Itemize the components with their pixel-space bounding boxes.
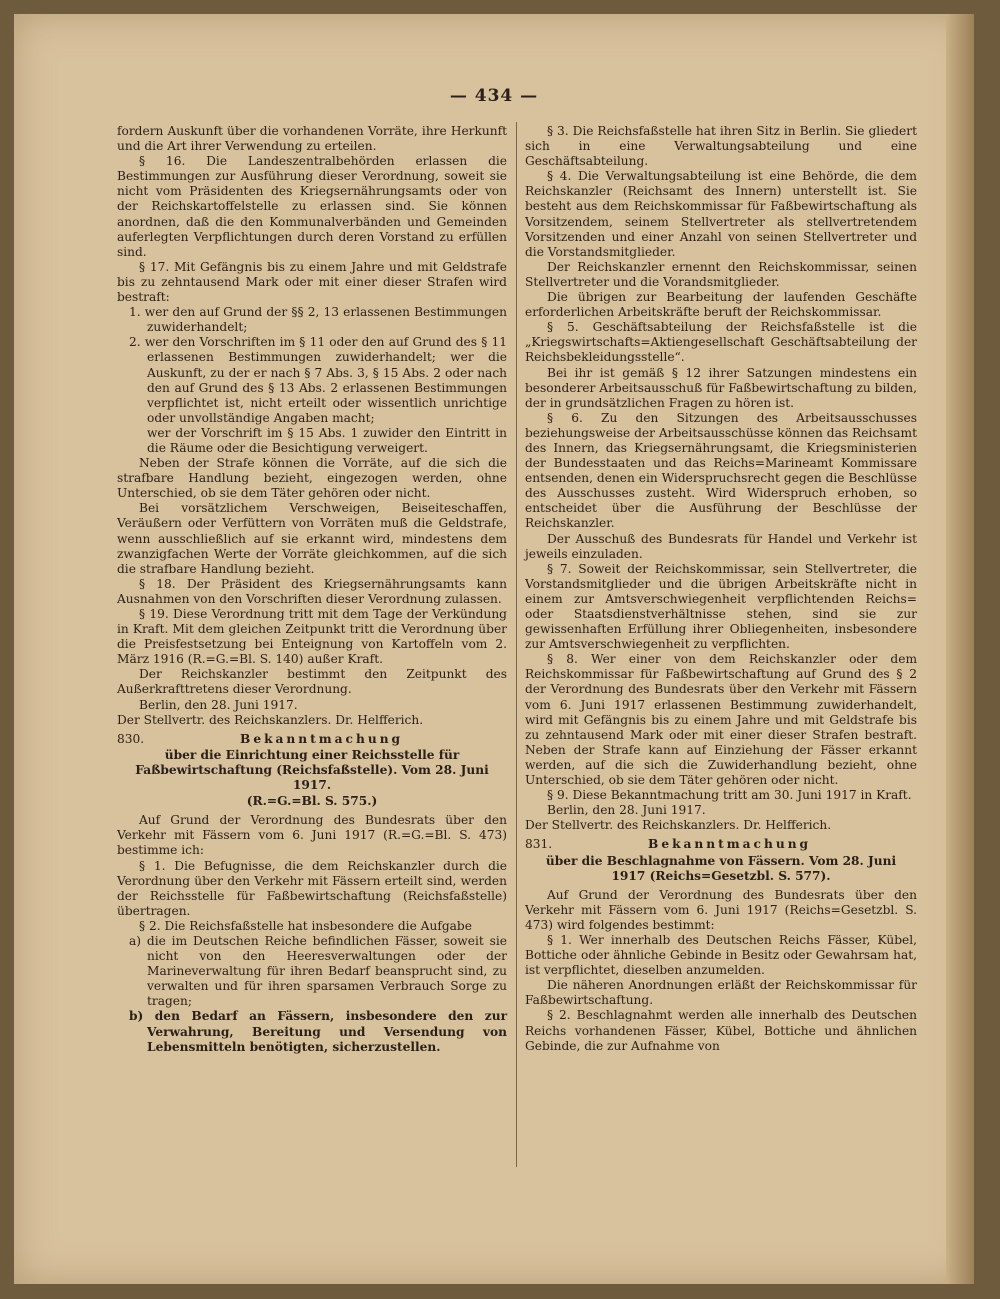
list-item-b: b) den Bedarf an Fässern, insbesondere den zur Verwahrung, Bereitung und Versendung von Lebensmitteln benötigten, sicherzustellen. — [129, 1009, 507, 1054]
notice-title: über die Beschlagnahme von Fässern. Vom 28. Juni 1917 (Reichs=Gesetzbl. S. 577). — [545, 853, 897, 883]
paragraph-s18: § 18. Der Präsident des Kriegsernährungsamts kann Ausnahmen von den Vorschriften dieser Verordnung zulassen. — [117, 576, 507, 606]
list-item-a: a) die im Deutschen Reiche befindlichen Fässer, soweit sie nicht von den Heeresverwaltungen oder der Marineverwaltung für ihren Bedarf beansprucht sind, zu verwalten und für ihren sparsamen Verbrauch Sorge zu tragen; — [129, 933, 507, 1009]
paragraph-kanzler: Der Reichskanzler bestimmt den Zeitpunkt des Außerkrafttretens dieser Verordnung. — [117, 667, 507, 697]
paragraph-intro: Auf Grund der Verordnung des Bundesrats über den Verkehr mit Fässern vom 6. Juni 1917 (Reichs=Gesetzbl. S. 473) wird folgendes bestimmt: — [525, 887, 917, 932]
paragraph-s2: § 2. Beschlagnahmt werden alle innerhalb des Deutschen Reichs vorhandenen Fässer, Kübel, Bottiche und ähnlichen Gebinde, die zur Aufnahme von — [525, 1008, 917, 1053]
notice-number: 830. — [117, 731, 145, 746]
signature-line: Der Stellvertr. des Reichskanzlers. Dr. Helfferich. — [525, 818, 832, 833]
paragraph-s1: § 1. Die Befugnisse, die dem Reichskanzler durch die Verordnung über den Verkehr mit Fässern erteilt sind, werden der Reichsstelle für Faßbewirtschaftung (Reichsfaßstelle) übertragen. — [117, 858, 507, 918]
list-item-3: wer der Vorschrift im § 15 Abs. 1 zuwider den Eintritt in die Räume oder die Besichtigung verweigert. — [147, 425, 507, 455]
paragraph-s17: § 17. Mit Gefängnis bis zu einem Jahre und mit Geldstrafe bis zu zehntausend Mark oder mit einer dieser Strafen wird bestraft: — [117, 259, 507, 305]
paragraph-s16: § 16. Die Landeszentralbehörden erlassen die Bestimmungen zur Ausführung dieser Verordnung, soweit sie nicht vom Präsidenten des Kriegsernährungsamts oder von der Reichskartoffelstelle zu erlassen sind. Sie können anordnen, daß die den Kommunalverbänden und Gemeinden auferlegten Verpflichtungen durch deren Vorstand zu erfüllen sind. — [117, 154, 507, 259]
notice-number: 831. — [525, 837, 553, 852]
left-column — [117, 124, 507, 1055]
notice-reference: (R.=G.=Bl. S. 575.) — [246, 794, 378, 809]
paragraph-s6b: Der Ausschuß des Bundesrats für Handel und Verkehr ist jeweils einzuladen. — [525, 531, 917, 561]
paragraph-s2: § 2. Die Reichsfaßstelle hat insbesondere die Aufgabe — [139, 918, 472, 933]
paragraph-s4c: Die übrigen zur Bearbeitung der laufenden Geschäfte erforderlichen Arbeitskräfte beruft der Reichskommissar. — [525, 290, 917, 320]
list-item-1: 1. wer den auf Grund der §§ 2, 13 erlassenen Bestimmungen zuwiderhandelt; — [129, 305, 507, 335]
page-number: — 434 — — [449, 86, 539, 106]
paragraph-s3: § 3. Die Reichsfaßstelle hat ihren Sitz in Berlin. Sie gliedert sich in eine Verwaltungsabteilung und eine Geschäftsabteilung. — [525, 124, 917, 169]
document-page — [14, 14, 974, 1284]
paragraph-s4b: Der Reichskanzler ernennt den Reichskommissar, seinen Stellvertreter und die Vorandsmitglieder. — [525, 259, 917, 289]
paragraph-s7: § 7. Soweit der Reichskommissar, sein Stellvertreter, die Vorstandsmitglieder und die übrigen Arbeitskräfte nicht in einem zur Amtsverschwiegenheit verpflichtenden Reichs= oder Staatsdienstverhältnisse stehen, sind sie zur gewissenhaften Erfüllung ihrer Obliegenheiten, insbesondere zur Amtsverschwiegenheit zu verpflichten. — [525, 561, 917, 652]
book-spine — [946, 14, 974, 1284]
column-divider — [516, 122, 517, 1167]
notice-heading: Bekanntmachung — [648, 837, 812, 852]
signature-line: Der Stellvertr. des Reichskanzlers. Dr. Helfferich. — [117, 712, 424, 727]
paragraph-s19: § 19. Diese Verordnung tritt mit dem Tage der Verkündung in Kraft. Mit dem gleichen Zeitpunkt tritt die Verordnung über die Preisfestsetzung bei Enteignung von Kartoffeln vom 2. März 1916 (R.=G.=Bl. S. 140) außer Kraft. — [117, 607, 507, 667]
paragraph-s9: § 9. Diese Bekanntmachung tritt am 30. Juni 1917 in Kraft. — [547, 788, 912, 803]
paragraph-s1b: Die näheren Anordnungen erläßt der Reichskommissar für Faßbewirtschaftung. — [525, 978, 917, 1008]
paragraph-s5: § 5. Geschäftsabteilung der Reichsfaßstelle ist die „Kriegswirtschafts=Aktiengesellschaft Geschäftsabteilung der Reichsbekleidungsstelle“. — [525, 320, 917, 365]
paragraph-s8: § 8. Wer einer von dem Reichskanzler oder dem Reichskommissar für Faßbewirtschaftung auf Grund des § 2 der Verordnung des Bundesrats über den Verkehr mit Fässern vom 6. Juni 1917 erlassenen Bestimmung zuwiderhandelt, wird mit Gefängnis bis zu einem Jahre und mit Geldstrafe bis zu zehntausend Mark oder mit einer dieser Strafen bestraft. Neben der Strafe kann auf Einziehung der Fässer erkannt werden, auf die sich die Zuwiderhandlung bezieht, ohne Unterschied, ob sie dem Täter gehören oder nicht. — [525, 652, 917, 788]
date-line: Berlin, den 28. Juni 1917. — [547, 803, 706, 818]
date-line: Berlin, den 28. Juni 1917. — [139, 697, 298, 712]
paragraph-continuation: fordern Auskunft über die vorhandenen Vorräte, ihre Herkunft und die Art ihrer Verwendung zu erteilen. — [117, 124, 507, 154]
paragraph-s1: § 1. Wer innerhalb des Deutschen Reichs Fässer, Kübel, Bottiche oder ähnliche Gebinde in Besitz oder Gewahrsam hat, ist verpflichtet, dieselben anzumelden. — [525, 932, 917, 978]
paragraph-intro: Auf Grund der Verordnung des Bundesrats über den Verkehr mit Fässern vom 6. Juni 1917 (R.=G.=Bl. S. 473) bestimme ich: — [117, 813, 507, 858]
paragraph-bei: Bei vorsätzlichem Verschweigen, Beiseiteschaffen, Veräußern oder Verfüttern von Vorräten muß die Geldstrafe, wenn ausschließlich auf sie erkannt wird, mindestens dem zwanzigfachen Werte der Vorräte gleichkommen, auf die sich die strafbare Handlung bezieht. — [117, 501, 507, 576]
paragraph-neben: Neben der Strafe können die Vorräte, auf die sich die strafbare Handlung bezieht, eingezogen werden, ohne Unterschied, ob sie dem Täter gehören oder nicht. — [117, 456, 507, 501]
notice-heading: Bekanntmachung — [240, 731, 404, 746]
notice-title: über die Einrichtung einer Reichsstelle für Faßbewirtschaftung (Reichsfaßstelle). Vom 28. Juni 1917. — [135, 747, 489, 793]
list-item-2: 2. wer den Vorschriften im § 11 oder den auf Grund des § 11 erlassenen Bestimmungen zuwiderhandelt; wer die Auskunft, zu der er nach § 7 Abs. 3, § 15 Abs. 2 oder nach den auf Grund des § 13 Abs. 2 erlassenen Bestimmungen verpflichtet ist, nicht erteilt oder wissentlich unrichtige oder unvollständige Angaben macht; — [129, 335, 507, 425]
paragraph-s4: § 4. Die Verwaltungsabteilung ist eine Behörde, die dem Reichskanzler (Reichsamt des Innern) unterstellt ist. Sie besteht aus dem Reichskommissar für Faßbewirtschaftung als Vorsitzendem, seinem Stellvertreter als stellvertretendem Vorsitzenden und einer Anzahl von seinen Stellvertreter und die Vorstandsmitglieder. — [525, 169, 917, 259]
paragraph-s6: § 6. Zu den Sitzungen des Arbeitsausschusses beziehungsweise der Arbeitsausschüsse können das Reichsamt des Innern, das Kriegsernährungsamt, die Kriegsministerien der Bundesstaaten und das Reichs=Marineamt Kommissare entsenden, denen ein Widerspruchsrecht gegen die Beschlüsse des Ausschusses zusteht. Wird Widerspruch erhoben, so entscheidet über die Ausführung der Beschlüsse der Reichskanzler. — [525, 410, 917, 531]
paragraph-s5b: Bei ihr ist gemäß § 12 ihrer Satzungen mindestens ein besonderer Arbeitsausschuß für Faßbewirtschaftung zu bilden, der in grundsätzlichen Fragen zu hören ist. — [525, 365, 917, 410]
right-column — [525, 124, 917, 1054]
